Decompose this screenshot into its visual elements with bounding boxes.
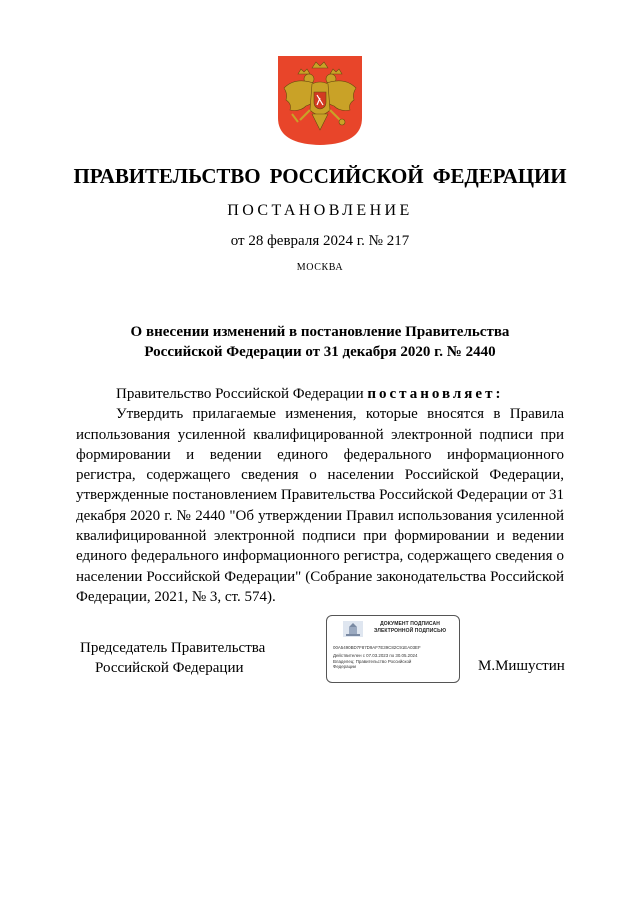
electronic-signature-stamp [326, 615, 460, 683]
decree-paragraph: Утвердить прилагаемые изменения, которые вносятся в Правила использования усиленной квалифицированной электронной подписи при формировании и ведении единого федерального информационного регистра, содержащего сведения о населении Российской Федерации, утвержденные постановлением Правительства Российской Федерации от 31 декабря 2020 г. № 2440 "Об утверждении Правил использования усиленной квалифицированной электронной подписи при формировании и ведении единого федерального информационного регистра, содержащего сведения о населении Российской Федерации" (Собрание законодательства Российской Федерации, 2021, № 3, ст. 574). [76, 406, 564, 605]
document-date-number: от 28 февраля 2024 г. № 217 [230, 233, 410, 249]
signatory-position [80, 638, 265, 678]
stamp-title-line-2: ЭЛЕКТРОННОЙ ПОДПИСЬЮ [373, 628, 447, 634]
signatory-name: М.Мишустин [478, 658, 565, 674]
government-title: ПРАВИТЕЛЬСТВО РОССИЙСКОЙ ФЕДЕРАЦИИ [73, 164, 567, 188]
position-line-2: Российской Федерации [95, 660, 244, 676]
resolves-word: постановляет: [367, 386, 504, 402]
stamp-title-line-1: ДОКУМЕНТ ПОДПИСАН [380, 621, 440, 627]
stamp-emblem-icon [343, 621, 363, 637]
coat-of-arms-emblem [276, 54, 364, 146]
stamp-owner: Владелец: Правительство Российской Федерации [333, 659, 412, 670]
document-city: МОСКВА [296, 262, 344, 273]
document-type: ПОСТАНОВЛЕНИЕ [227, 202, 413, 219]
subject-line-2: Российской Федерации от 31 декабря 2020 г. № 2440 [144, 344, 496, 360]
stamp-serial: 00A5490BD7F87D9AF7E39C82C91EA03EF [333, 645, 421, 650]
subject-line-1: О внесении изменений в постановление Правительства [130, 324, 510, 340]
coat-of-arms-icon [276, 54, 364, 146]
intro-text: Правительство Российской Федерации [116, 386, 368, 402]
position-line-1: Председатель Правительства [80, 640, 266, 656]
resolution-intro [76, 384, 564, 404]
stamp-validity: Действителен с 07.03.2023 по 30.05.2024 [333, 653, 418, 658]
document-subject [0, 322, 640, 362]
document-body [76, 384, 564, 607]
stamp-title [363, 621, 457, 635]
